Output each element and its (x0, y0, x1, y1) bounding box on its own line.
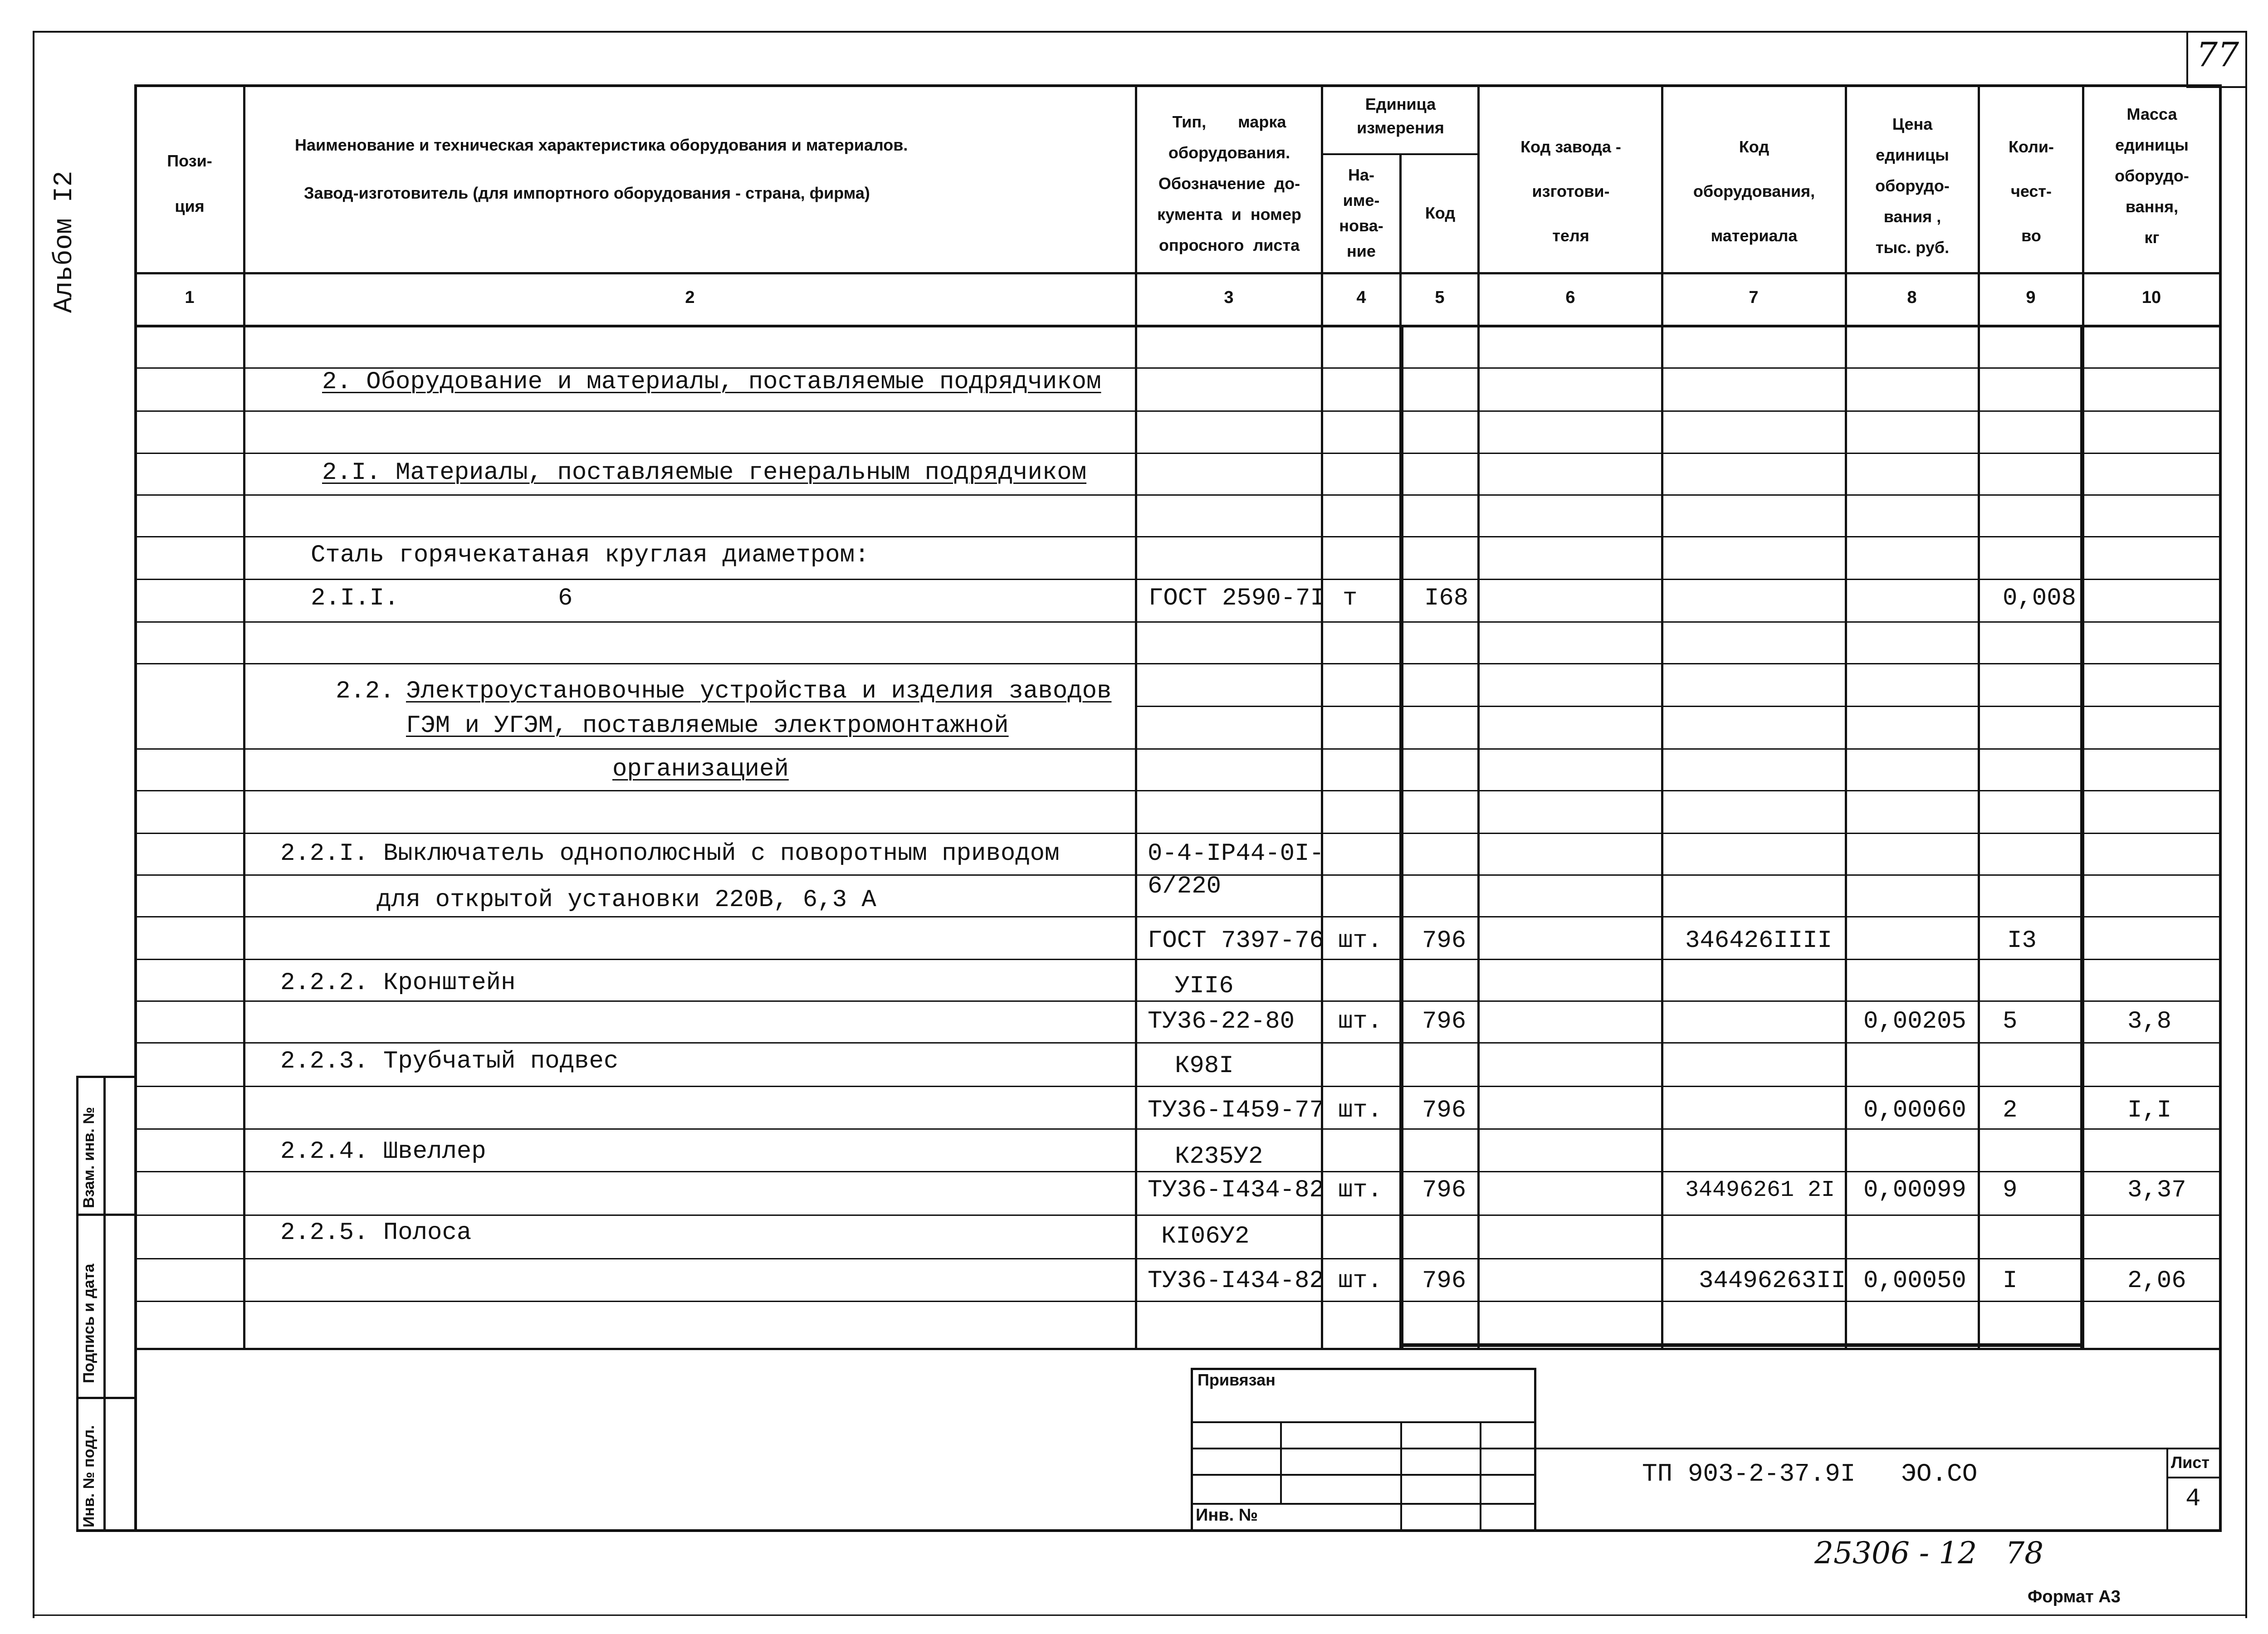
row-211-code: I68 (1424, 585, 1469, 612)
header-col5: Код (1425, 204, 1456, 222)
row-line (134, 536, 2222, 537)
stamp-list-left (2166, 1448, 2168, 1531)
row-225-type: КI06У2 (1161, 1223, 1250, 1250)
side-stamp-inv-podl: Инв. № подл. (80, 1425, 98, 1527)
header-col2-line2: Завод-изготовитель (для импортного оборудования - страна, фирма) (304, 184, 870, 202)
row-223-type: К98I (1175, 1052, 1234, 1080)
colnum-10: 10 (2141, 288, 2161, 307)
header-col6: Код завода - изготови- теля (1520, 137, 1621, 245)
stamp-box-h1 (1191, 1421, 1535, 1423)
row-222-code: 796 (1422, 1008, 1466, 1035)
page-number-box-left (2186, 33, 2188, 87)
row-225-price: 0,00050 (1863, 1267, 1966, 1295)
header-col1: Пози- ция (167, 151, 212, 215)
row-line (134, 453, 2222, 454)
col-line-9-bold (2080, 327, 2084, 1350)
row-224-price: 0,00099 (1863, 1176, 1966, 1204)
side-stamp-vzam: Взам. инв. № (80, 1107, 98, 1208)
header-col7: Код оборудования, материала (1693, 137, 1815, 245)
row-line (134, 1215, 2222, 1216)
side-stamp-div2 (76, 1397, 137, 1399)
row-line (134, 1086, 2222, 1087)
header-unit: Единица измерения (1357, 95, 1444, 137)
side-stamp-right2 (134, 1348, 137, 1531)
row-221-equip: 346426IIII (1685, 927, 1833, 955)
row-221-line1: 2.2.I. Выключатель однополюсный с поворотным приводом (280, 840, 1060, 868)
outer-frame-left (33, 31, 34, 1618)
row-224-type: К235У2 (1175, 1143, 1263, 1171)
col-line-4-bold (1399, 327, 1403, 1350)
stamp-box-top (1191, 1368, 1535, 1370)
table-bottom (134, 1348, 2222, 1350)
colnum-9: 9 (2026, 288, 2036, 307)
row-line (134, 748, 2222, 750)
row-line (134, 916, 2222, 917)
stamp-box-left (1191, 1368, 1193, 1532)
row-211-name: 6 (558, 585, 573, 612)
stamp-box-right (1534, 1368, 1536, 1532)
row-225-unit: шт. (1338, 1267, 1383, 1295)
album-label: Альбом I2 (50, 171, 79, 313)
row-222-unit: шт. (1338, 1008, 1383, 1035)
row-225-doc: ТУ36-I434-82 (1148, 1267, 1324, 1295)
section-21-title (322, 457, 1086, 489)
row-222-type: УII6 (1175, 972, 1234, 1000)
stamp-list-label: Лист (2171, 1453, 2210, 1472)
row-224-doc: ТУ36-I434-82 (1148, 1176, 1324, 1204)
section-2-title (322, 366, 1101, 398)
header-col10: Масса единицы оборудо- вання, кг (2115, 105, 2189, 247)
row-221-type-line2: 6/220 (1148, 873, 1222, 900)
row-224-unit: шт. (1338, 1176, 1383, 1204)
colnum-4: 4 (1356, 288, 1366, 307)
row-line (134, 621, 2222, 623)
stamp-box-h3 (1191, 1474, 1535, 1476)
header-col9: Коли- чест- во (2008, 137, 2054, 245)
row-221-type-line1: 0-4-IP44-0I- (1148, 840, 1324, 868)
row-225-mass: 2,06 (2127, 1267, 2186, 1295)
header-bottom (134, 272, 2222, 274)
row-211-pos: 2.I.I. (311, 585, 399, 612)
row-line (134, 833, 2222, 834)
table-right (2219, 84, 2222, 1531)
stamp-box-h4 (1191, 1503, 1535, 1505)
stamp-doc-code: ТП 903-2-37.9I ЭО.СО (1642, 1459, 1978, 1488)
row-223-code: 796 (1422, 1097, 1466, 1124)
unit-subheader-line (1321, 153, 1480, 155)
row-223-unit: шт. (1338, 1097, 1383, 1124)
section-22-line2-text: ГЭМ и УГЭМ, поставляемые электромонтажной (406, 712, 1009, 740)
row-line (134, 663, 2222, 664)
row-222-mass: 3,8 (2127, 1008, 2172, 1035)
row-line (1135, 706, 2222, 707)
side-stamp-right (103, 1076, 106, 1532)
row-224-code: 796 (1422, 1176, 1466, 1204)
header-col3: Тип, марка оборудования. Обозначение до- кумента и номер опросного листа (1157, 112, 1301, 254)
row-line (134, 1128, 2222, 1130)
row-223-doc: ТУ36-I459-77 (1148, 1097, 1324, 1124)
row-224-equip: 34496261 2I (1685, 1177, 1835, 1203)
row-223-qty: 2 (2003, 1097, 2018, 1124)
colnum-6: 6 (1565, 288, 1575, 307)
row-223-mass: I,I (2127, 1097, 2172, 1124)
section-22-line1-text: Электроустановочные устройства и изделия заводов (406, 678, 1112, 705)
stamp-privyazan: Привязан (1198, 1371, 1276, 1389)
row-223-price: 0,00060 (1863, 1097, 1966, 1124)
row-222-qty: 5 (2003, 1008, 2018, 1035)
header-col8: Цена единицы оборудо- вания , тыс. руб. (1875, 115, 1950, 257)
row-224-mass: 3,37 (2127, 1176, 2186, 1204)
outer-frame-right (2245, 31, 2247, 1618)
section-22-line3-text: организацией (612, 756, 789, 783)
stamp-list-num: 4 (2185, 1484, 2201, 1513)
row-line (134, 959, 2222, 960)
row-line (134, 1301, 2222, 1302)
stamp-box-v1 (1280, 1421, 1282, 1503)
section-22-line3 (612, 754, 789, 785)
row-224-qty: 9 (2003, 1176, 2018, 1204)
header-col4: На- име- нова- ние (1339, 166, 1383, 260)
colnum-1: 1 (185, 288, 195, 307)
side-stamp-top (76, 1076, 137, 1078)
row-line (134, 579, 2222, 580)
section-2-text: 2. Оборудование и материалы, поставляемые подрядчиком (322, 368, 1101, 396)
stamp-box-v3 (1480, 1421, 1481, 1532)
footer-handwritten-number: 25306 - 12 78 (1814, 1536, 2044, 1571)
section-22-num: 2.2. (336, 678, 395, 705)
colnum-8: 8 (1907, 288, 1917, 307)
stamp-list-mid (2166, 1477, 2220, 1478)
row-224-name: 2.2.4. Швеллер (280, 1138, 486, 1166)
row-221-qty: I3 (2007, 927, 2037, 955)
row-225-code: 796 (1422, 1267, 1466, 1295)
row-223-name: 2.2.3. Трубчатый подвес (280, 1048, 619, 1075)
section-22-line2 (406, 710, 1009, 742)
row-222-name: 2.2.2. Кронштейн (280, 969, 516, 997)
stamp-box-v2 (1400, 1421, 1402, 1532)
header-col2-line1: Наименование и техническая характеристика оборудования и материалов. (295, 136, 908, 154)
row-225-equip: 34496263II (1699, 1267, 1846, 1295)
colnum-3: 3 (1224, 288, 1234, 307)
side-stamp-bottom (76, 1529, 2222, 1532)
row-221-line2: для открытой установки 220В, 6,3 А (376, 886, 876, 914)
page-number: 77 (2196, 35, 2239, 74)
row-225-qty: I (2003, 1267, 2018, 1295)
row-221-doc: ГОСТ 7397-76 (1148, 927, 1324, 955)
row-line (134, 1258, 2222, 1259)
numbers-bottom (134, 325, 2222, 327)
row-line (134, 1042, 2222, 1044)
outer-frame-top (33, 31, 2246, 33)
row-221-code: 796 (1422, 927, 1466, 955)
row-line (134, 494, 2222, 496)
row-221-unit: шт. (1338, 927, 1383, 955)
row-225-name: 2.2.5. Полоса (280, 1219, 472, 1247)
stamp-box-h2 (1191, 1448, 1535, 1449)
row-line (134, 790, 2222, 791)
colnum-7: 7 (1749, 288, 1759, 307)
steel-label: Сталь горячекатаная круглая диаметром: (311, 541, 870, 569)
side-stamp-left (76, 1076, 78, 1532)
row-222-doc: ТУ36-22-80 (1148, 1008, 1295, 1035)
stamp-right-top (1534, 1448, 2220, 1449)
section-21-text: 2.I. Материалы, поставляемые генеральным подрядчиком (322, 459, 1087, 487)
row-line (134, 410, 2222, 412)
stamp-inv-no: Инв. № (1196, 1506, 1258, 1525)
row-211-qty: 0,008 (2003, 585, 2077, 612)
row-222-price: 0,00205 (1863, 1008, 1966, 1035)
side-stamp-podpis: Подпись и дата (80, 1263, 98, 1383)
row-211-unit: т (1343, 585, 1358, 612)
side-stamp-div1 (76, 1214, 137, 1216)
footer-format: Формат А3 (2028, 1587, 2121, 1606)
outer-frame-bottom (33, 1614, 2246, 1616)
section-22-line1 (406, 676, 1111, 707)
colnum-2: 2 (685, 288, 695, 307)
row-211-doc: ГОСТ 2590-7I (1149, 585, 1325, 612)
colnum-5: 5 (1435, 288, 1445, 307)
data-box-bottom-bold (1399, 1343, 2084, 1347)
table-top (134, 84, 2222, 87)
